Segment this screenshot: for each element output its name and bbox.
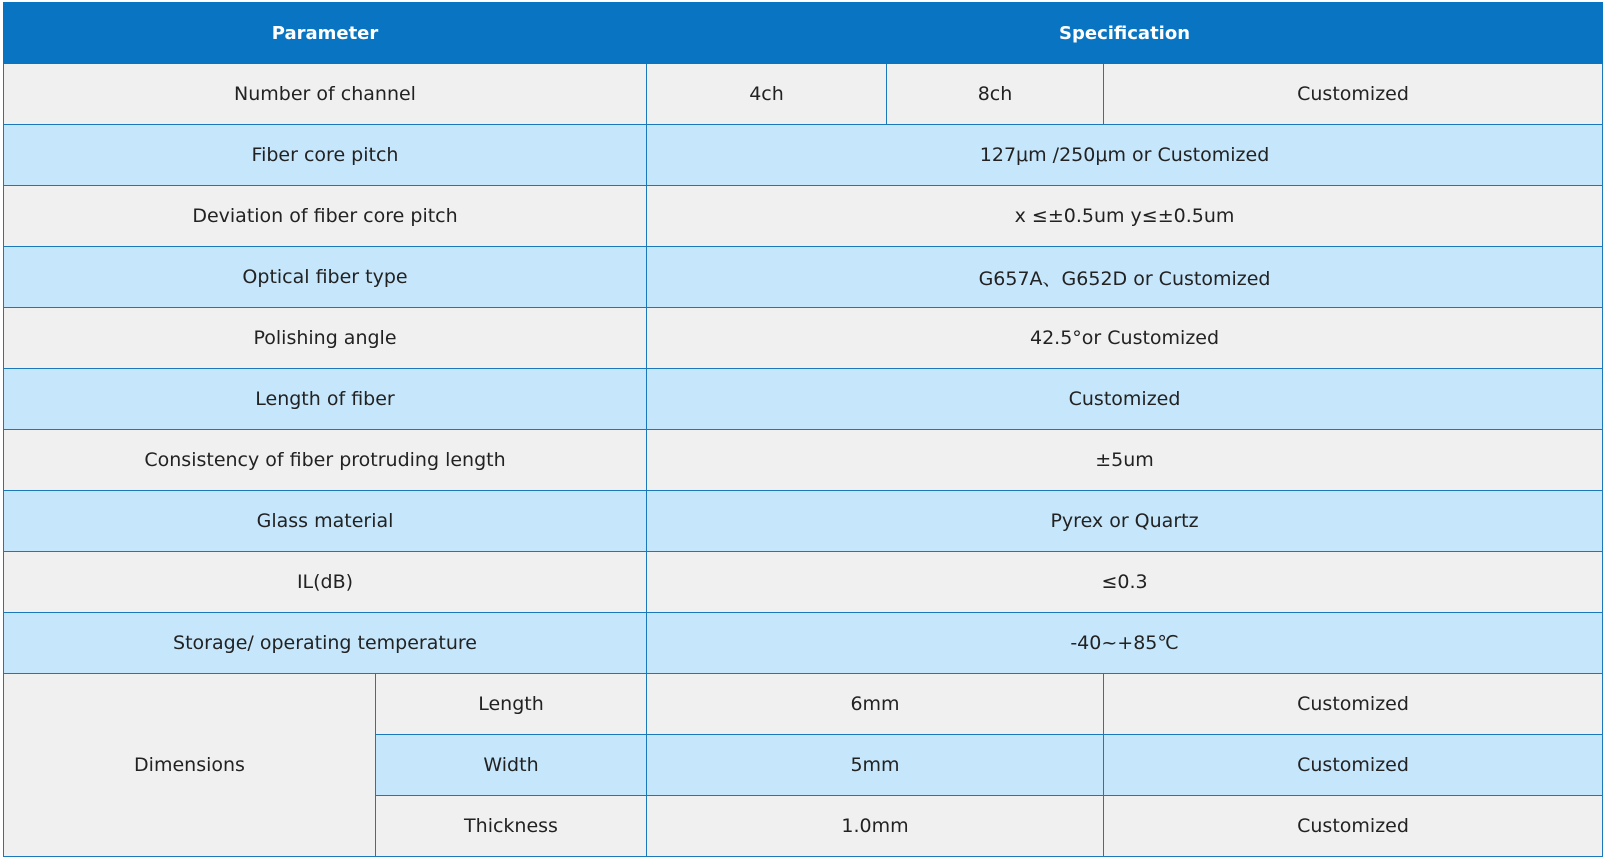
header-parameter: Parameter (4, 3, 647, 64)
header-specification: Specification (647, 3, 1603, 64)
table-row (4, 430, 1603, 491)
row-label: Fiber core pitch (4, 125, 647, 186)
table-row (4, 308, 1603, 369)
row-label: Length of fiber (4, 369, 647, 430)
table-row-channel (4, 64, 1603, 125)
row-label: Number of channel (4, 64, 647, 125)
row-value: 127μm /250μm or Customized (647, 125, 1603, 186)
table-row (4, 125, 1603, 186)
header-row (4, 3, 1603, 64)
channel-4ch: 4ch (647, 64, 887, 125)
channel-customized: Customized (1104, 64, 1603, 125)
row-value: ≤0.3 (647, 552, 1603, 613)
row-label: Deviation of fiber core pitch (4, 186, 647, 247)
dimension-name: Thickness (376, 796, 647, 857)
row-value: G657A、G652D or Customized (647, 247, 1603, 308)
table-row (4, 186, 1603, 247)
table-row (4, 369, 1603, 430)
dimension-name: Length (376, 674, 647, 735)
spec-table (3, 2, 1603, 857)
dimension-value: 5mm (647, 735, 1104, 796)
row-value: Customized (647, 369, 1603, 430)
row-value: ±5um (647, 430, 1603, 491)
dimension-alt: Customized (1104, 796, 1603, 857)
row-label: Storage/ operating temperature (4, 613, 647, 674)
table-row (4, 247, 1603, 308)
dimensions-label: Dimensions (4, 674, 376, 857)
table-row (4, 491, 1603, 552)
row-label: IL(dB) (4, 552, 647, 613)
row-value: 42.5°or Customized (647, 308, 1603, 369)
row-value: x ≤±0.5um y≤±0.5um (647, 186, 1603, 247)
row-value: Pyrex or Quartz (647, 491, 1603, 552)
row-value: -40~+85℃ (647, 613, 1603, 674)
row-label: Polishing angle (4, 308, 647, 369)
dimension-value: 1.0mm (647, 796, 1104, 857)
dimension-alt: Customized (1104, 674, 1603, 735)
channel-8ch: 8ch (887, 64, 1104, 125)
table-row (4, 552, 1603, 613)
row-label: Glass material (4, 491, 647, 552)
table-row (4, 613, 1603, 674)
dimension-value: 6mm (647, 674, 1104, 735)
dimension-alt: Customized (1104, 735, 1603, 796)
row-label: Optical fiber type (4, 247, 647, 308)
dimension-name: Width (376, 735, 647, 796)
table-row-dimension-length (4, 674, 1603, 735)
row-label: Consistency of fiber protruding length (4, 430, 647, 491)
